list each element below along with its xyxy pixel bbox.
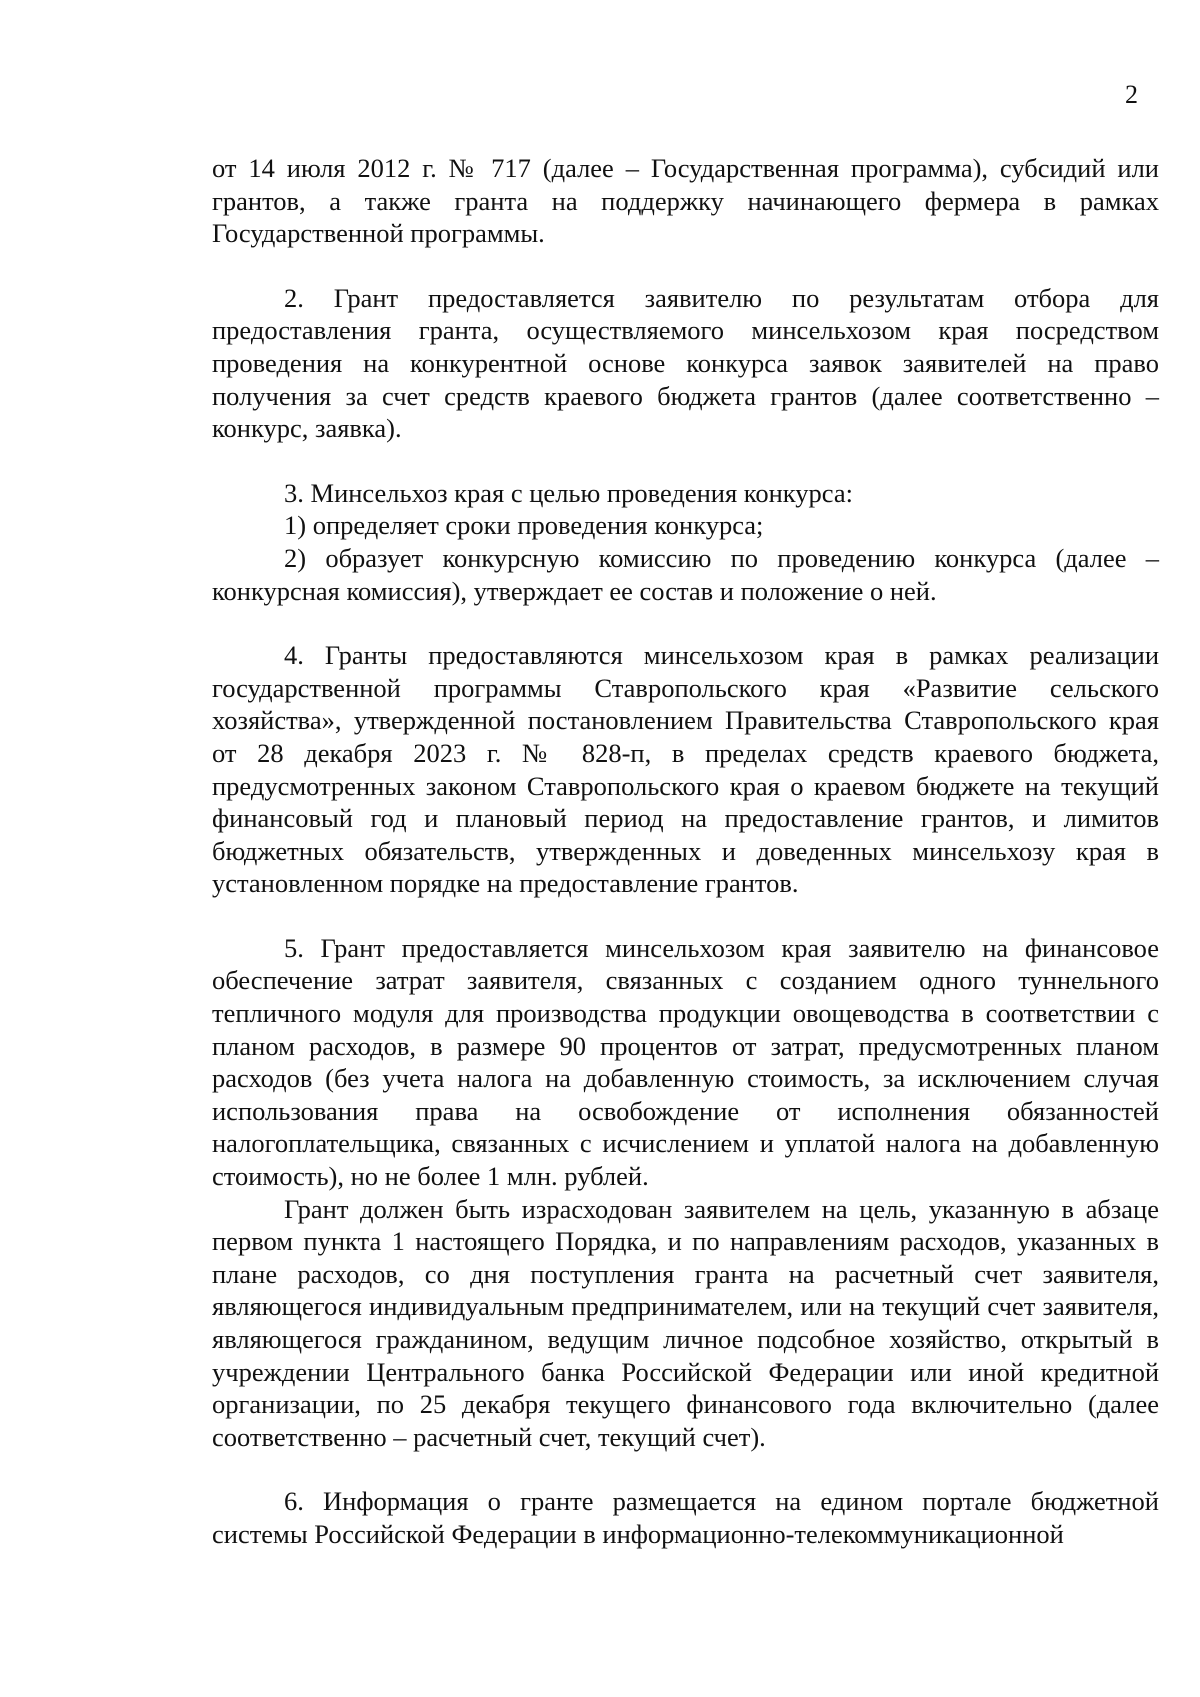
paragraph-4: 4. Гранты предоставляются минсельхозом края в рамках реализации государственной программы Ставропольского края «Развитие сельского хозяйства», утвержденной постановлением Правительства Ставропольского края от 28 декабря 2023 г. № 828-п, в пределах средств краевого бюджета, предусмотренных законом Ставропольского края о краевом бюджете на текущий финансовый год и плановый период на предоставление грантов, и лимитов бюджетных обязательств, утвержденных и доведенных минсельхозу края в установленном порядке на предоставление грантов. [212, 640, 1159, 899]
document-body [212, 152, 1159, 1551]
paragraph-3-item-1: 1) определяет сроки проведения конкурса; [284, 510, 764, 541]
paragraph-3: 3. Минсельхоз края с целью проведения конкурса: [284, 477, 853, 508]
paragraph-continuation: от 14 июля 2012 г. № 717 (далее – Государственная программа), субсидий или грантов, а также гранта на поддержку начинающего фермера в рамках Государственной программы. [212, 153, 1159, 249]
paragraph-6: 6. Информация о гранте размещается на едином портале бюджетной системы Российской Федерации в информационно-телекоммуникационной [212, 1486, 1159, 1549]
paragraph-3-item-2: 2) образует конкурсную комиссию по проведению конкурса (далее – конкурсная комиссия), утверждает ее состав и положение о ней. [212, 542, 1159, 606]
paragraph-5-part-2: Грант должен быть израсходован заявителем на цель, указанную в абзаце первом пункта 1 настоящего Порядка, и по направлениям расходов, указанных в плане расходов, со дня поступления гранта на расчетный счет заявителя, являющегося индивидуальным предпринимателем, или на текущий счет заявителя, являющегося гражданином, ведущим личное подсобное хозяйство, открытый в учреждении Центрального банка Российской Федерации или иной кредитной организации, по 25 декабря текущего финансового года включительно (далее соответственно – расчетный счет, текущий счет). [212, 1193, 1159, 1452]
page-number: 2 [1125, 80, 1138, 109]
paragraph-5: 5. Грант предоставляется минсельхозом края заявителю на финансовое обеспечение затрат заявителя, связанных с созданием одного туннельного тепличного модуля для производства продукции овощеводства в соответствии с планом расходов, в размере 90 процентов от затрат, предусмотренных планом расходов (без учета налога на добавленную стоимость, за исключением случая использования права на освобождение от исполнения обязанностей налогоплательщика, связанных с исчислением и уплатой налога на добавленную стоимость), но не более 1 млн. рублей. [212, 932, 1159, 1192]
paragraph-2: 2. Грант предоставляется заявителю по результатам отбора для предоставления гранта, осуществляемого минсельхозом края посредством проведения на конкурентной основе конкурса заявок заявителей на право получения за счет средств краевого бюджета грантов (далее соответственно – конкурс, заявка). [212, 282, 1159, 444]
